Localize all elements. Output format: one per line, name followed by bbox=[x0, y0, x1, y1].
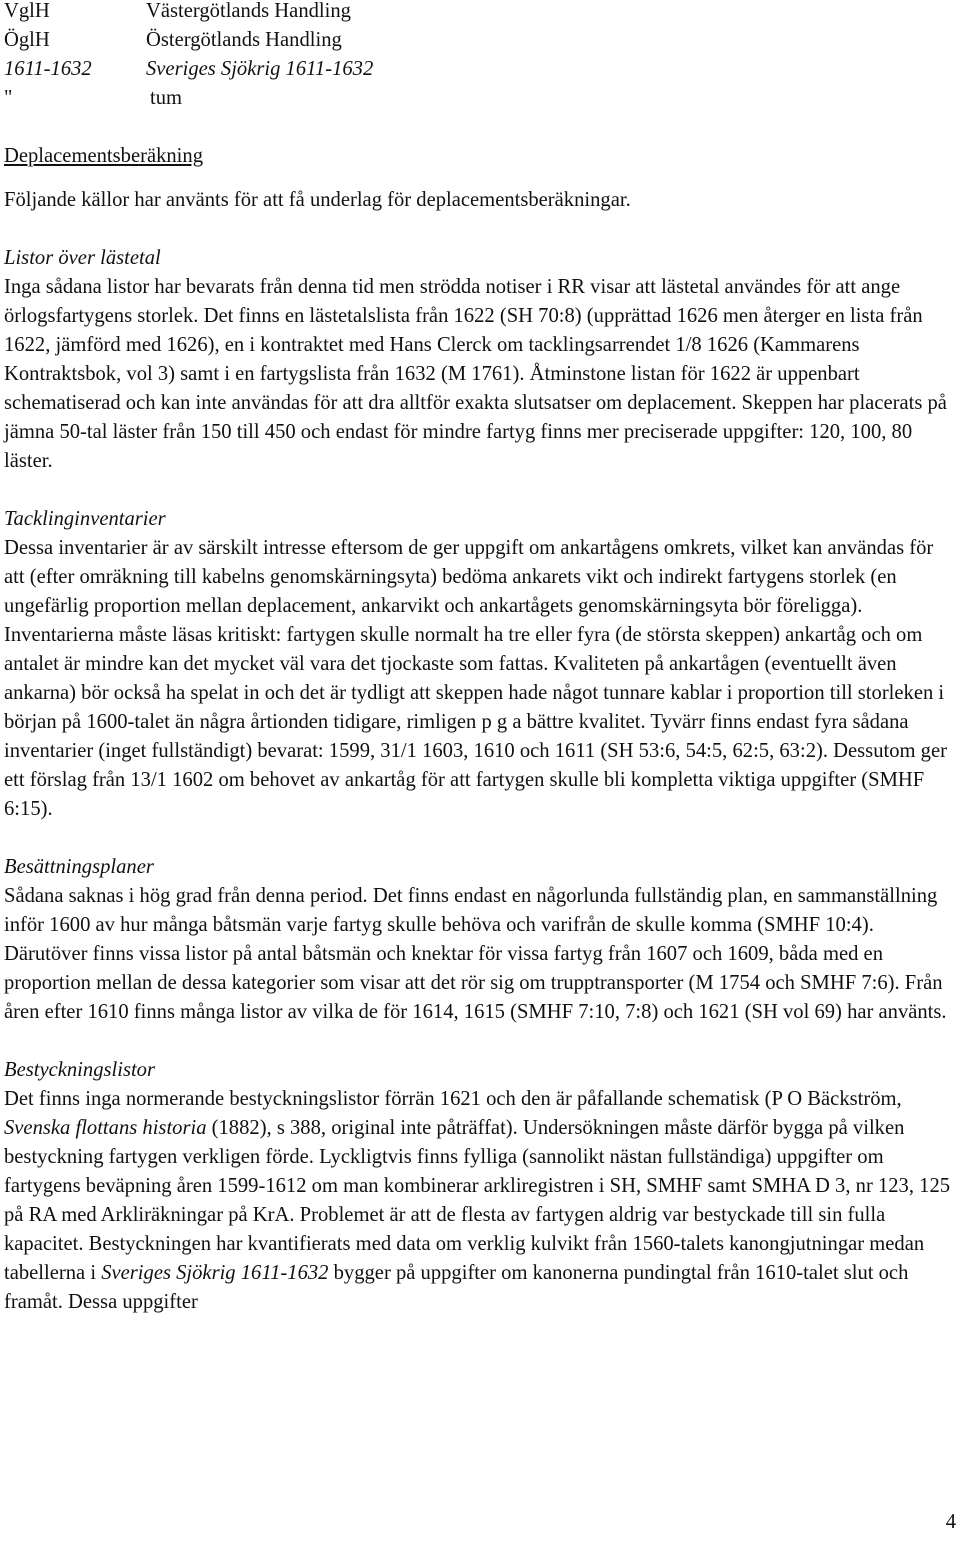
abbreviation-value: Sveriges Sjökrig 1611-1632 bbox=[146, 58, 374, 80]
abbreviation-value: tum bbox=[150, 87, 183, 109]
abbreviation-key: " bbox=[4, 87, 13, 109]
abbreviation-row bbox=[4, 0, 373, 26]
body-text: (1882), s 388, original inte påträffat). Undersökningen måste därför bygga på vilken bestyckning fartygen verkligen förde. Lyckligtvis finns fylliga (sannolikt nästan fullständiga) uppgifter om fartygens beväpning åren 1599-1612 om man kombinerar arkliregistren i SH, SMHF samt SMHA D 3, nr 123, 125 på RA med Arkliräkningar på KrA. Problemet är att de flesta av fartygen aldrig var bestyckade till sin fulla kapacitet. Bestyckningen har kvantifierats med data om verklig kulvikt från 1560-talets kanongjutningar medan tabellerna i bbox=[4, 1117, 951, 1284]
abbreviation-value: Östergötlands Handling bbox=[146, 29, 342, 51]
section-heading: Besättningsplaner bbox=[4, 856, 154, 878]
intro-paragraph: Följande källor har använts för att få underlag för deplacementsberäkningar. bbox=[4, 189, 631, 211]
section-bestyckningslistor bbox=[4, 1056, 956, 1317]
section-lastetal bbox=[4, 244, 956, 476]
section-body: Inga sådana listor har bevarats från denna tid men strödda notiser i RR visar att lästetal användes för att ange örlogsfartygens storlek. Det finns en lästetalslista från 1622 (SH 70:8) (upprättad 1626 men återger en lista från 1622, jämförd med 1626), en i kontraktet med Hans Clerck om tacklingsarrendet 1/8 1626 (Kammarens Kontraktsbok, vol 3) samt i en fartygslista från 1632 (M 1761). Åtminstone listan för 1622 är uppenbart schematiserad och kan inte användas för att dra alltför exakta slutsatser om deplacement. Skeppen har placerats på jämna 50-tal läster från 150 till 450 och endast för mindre fartyg finns mer preciserade uppgifter: 120, 100, 80 läster. bbox=[4, 276, 947, 472]
section-body: Dessa inventarier är av särskilt intresse eftersom de ger uppgift om ankartågens omkrets, vilket kan användas för att (efter omräkning till kabelns genomskärningsyta) bedöma ankarets vikt och indirekt fartygens storlek (en ungefärlig proportion mellan deplacement, ankarvikt och ankartågets genomskärningsyta bör föreligga). Inventarierna måste läsas kritiskt: fartygen skulle normalt ha tre eller fyra (de största skeppen) ankartåg och om antalet är mindre kan det mycket väl vara det tjockaste som fattas. Kvaliteten på ankartågen (eventuellt även ankarna) bör också ha spelat in och det är tydligt att skeppen hade något tunnare kablar i proportion till storleken i början på 1600-talet än några årtionden tidigare, rimligen p g a bättre kvalitet. Tyvärr finns endast fyra sådana inventarier (inget fullständigt) bevarat: 1599, 31/1 1603, 1610 och 1611 (SH 53:6, 54:5, 62:5, 63:2). Dessutom ger ett förslag från 13/1 1602 om behovet av ankartåg för att fartygen skulle bli kompletta viktiga uppgifter (SMHF 6:15). bbox=[4, 537, 947, 820]
section-heading: Listor över lästetal bbox=[4, 247, 161, 269]
abbreviation-list bbox=[4, 0, 373, 113]
section-besattningsplaner bbox=[4, 853, 956, 1027]
section-heading: Tacklinginventarier bbox=[4, 508, 166, 530]
abbreviation-key: 1611-1632 bbox=[4, 58, 92, 80]
document-title: Deplacementsberäkning bbox=[4, 145, 203, 167]
section-body: Sådana saknas i hög grad från denna period. Det finns endast en någorlunda fullständig plan, en sammanställning inför 1600 av hur många båtsmän varje fartyg skulle behöva och varifrån de skulle komma (SMHF 10:4). Därutöver finns vissa listor på antal båtsmän och knektar för vissa fartyg från 1607 och 1609, båda med en proportion mellan de dessa kategorier som visar att det rör sig om trupptransporter (M 1754 och SMHF 7:6). Från åren efter 1610 finns många listor av vilka de för 1614, 1615 (SMHF 7:10, 7:8) och 1621 (SH vol 69) har använts. bbox=[4, 885, 947, 1023]
book-title: Svenska flottans historia bbox=[4, 1117, 207, 1139]
abbreviation-key: VglH bbox=[4, 0, 50, 22]
document-page bbox=[4, 0, 956, 1317]
book-title: Sveriges Sjökrig 1611-1632 bbox=[101, 1262, 329, 1284]
body-text: bygger på uppgifter om kanonerna pundingtal från 1610-talet slut och framåt. Dessa uppgifter bbox=[4, 1262, 909, 1313]
section-heading: Bestyckningslistor bbox=[4, 1059, 155, 1081]
abbreviation-row bbox=[4, 84, 373, 113]
abbreviation-row bbox=[4, 55, 373, 84]
abbreviation-row bbox=[4, 26, 373, 55]
abbreviation-key: ÖglH bbox=[4, 29, 50, 51]
body-text: Det finns inga normerande bestyckningslistor förrän 1621 och den är påfallande schematisk (P O Bäckström, bbox=[4, 1088, 902, 1110]
page-number: 4 bbox=[945, 1511, 956, 1533]
section-body bbox=[4, 1085, 956, 1317]
abbreviation-value: Västergötlands Handling bbox=[146, 0, 351, 22]
section-tacklinginventarier bbox=[4, 505, 956, 824]
